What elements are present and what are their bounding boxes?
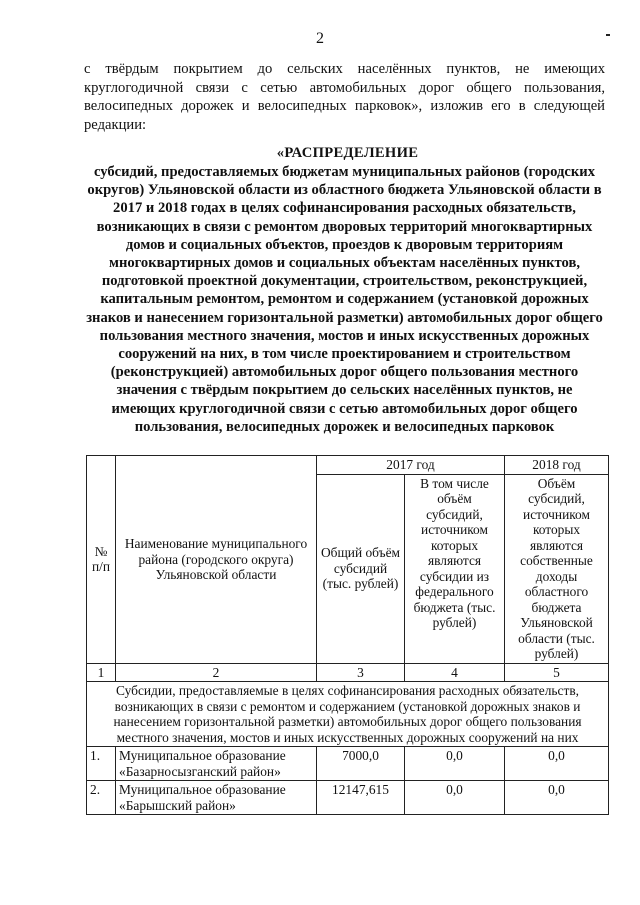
row-federal-2017: 0,0 [405, 747, 505, 781]
header-2017: 2017 год [317, 456, 505, 475]
section-title: Субсидии, предоставляемые в целях софинансирования расходных обязательств, возникающих в связи с ремонтом и содержанием (установкой дорожных знаков и нанесением горизонтальной разметки) автомобильных дорог общего пользования местного значения, мостов и иных искусственных дорожных сооружений на них [87, 682, 609, 747]
document-heading [84, 145, 605, 436]
distribution-table [86, 455, 609, 815]
col-number-3: 3 [317, 663, 405, 682]
col-number-2: 2 [116, 663, 317, 682]
page-number: 2 [316, 30, 324, 47]
row-name: Муниципальное образование «Барышский район» [116, 781, 317, 815]
header-row-years [87, 456, 609, 475]
row-total-2017: 7000,0 [317, 747, 405, 781]
heading-body: субсидий, предоставляемых бюджетам муниципальных районов (городских округов) Ульяновской области из областного бюджета Ульяновской области в 2017 и 2018 годах в целях софинансирования расходных обязательств, возникающих в связи с ремонтом дворовых территорий многоквартирных домов и социальных объектов, проездов к дворовым территориям многоквартирных домов и социальных объектам населённых пунктов, подготовкой проектной документации, строительством, реконструкцией, капитальным ремонтом, ремонтом и содержанием (установкой дорожных знаков и нанесением горизонтальной разметки) автомобильных дорог общего пользования местного значения, мостов и иных искусственных дорожных сооружений на них, в том числе проектированием и строительством (реконструкцией) автомобильных дорог общего пользования местного значения с твёрдым покрытием до сельских населённых пунктов, не имеющих круглогодичной связи с сетью автомобильных дорог общего пользования, велосипедных дорожек и велосипедных парковок [86, 164, 603, 435]
header-federal-2017: В том числе объём субсидий, источником которых являются субсидии из федерального бюджета (тыс. рублей) [405, 474, 505, 663]
header-total-2017: Общий объём субсидий (тыс. рублей) [317, 474, 405, 663]
row-regional-2018: 0,0 [505, 747, 609, 781]
row-num: 2. [87, 781, 116, 815]
heading-title: «РАСПРЕДЕЛЕНИЕ [276, 145, 419, 161]
header-name: Наименование муниципального района (городского округа) Ульяновской области [116, 456, 317, 664]
row-regional-2018: 0,0 [505, 781, 609, 815]
col-number-4: 4 [405, 663, 505, 682]
section-row [87, 682, 609, 747]
intro-paragraph [84, 60, 605, 134]
column-number-row [87, 663, 609, 682]
header-2018: 2018 год [505, 456, 609, 475]
row-total-2017: 12147,615 [317, 781, 405, 815]
row-name: Муниципальное образование «Базарносызганский район» [116, 747, 317, 781]
row-federal-2017: 0,0 [405, 781, 505, 815]
row-num: 1. [87, 747, 116, 781]
col-number-5: 5 [505, 663, 609, 682]
header-num: № п/п [87, 456, 116, 664]
intro-text: с твёрдым покрытием до сельских населённых пунктов, не имеющих круглогодичной связи с сетью автомобильных дорог общего пользования, велосипедных дорожек и велосипедных парковок», изложив его в следующей редакции: [84, 61, 605, 133]
scan-mark [606, 34, 610, 36]
table-row [87, 747, 609, 781]
table-row [87, 781, 609, 815]
col-number-1: 1 [87, 663, 116, 682]
header-regional-2018: Объём субсидий, источником которых являются собственные доходы областного бюджета Ульяновской области (тыс. рублей) [505, 474, 609, 663]
